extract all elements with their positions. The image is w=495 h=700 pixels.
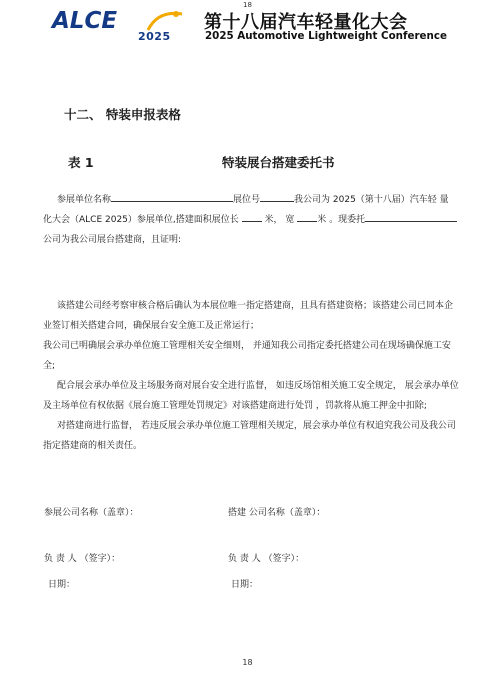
intro-line-3: 公司为我公司展台搭建商，且证明: — [43, 235, 182, 245]
section-title: 十二、 特装申报表格 — [64, 107, 181, 122]
booth-number-label: 展位号 — [233, 195, 261, 205]
table-label: 表 1 — [68, 155, 94, 170]
body-line: 该搭建公司经考察审核合格后确认为本展位唯一指定搭建商，且具有搭建资格；该搭建公司已同本企 — [57, 301, 454, 311]
logo-year: 2025 — [138, 30, 171, 43]
body-line: 配合展会承办单位及主场服务商对展台安全进行监督， 如违反场馆相关施工安全规定， 展会承办单位 — [57, 381, 459, 391]
logo-swoosh-icon — [144, 8, 184, 32]
intro-line-2 — [43, 210, 469, 230]
body-paragraphs — [43, 296, 469, 456]
top-page-number: 18 — [243, 1, 252, 9]
body-line: 对搭建商进行监督， 若违反展会承办单位施工管理相关规定，展会承办单位有权追究我公司及我公司 — [57, 421, 456, 431]
body-line: 指定搭建商的相关责任。 — [43, 441, 143, 451]
conference-title-en: 2025 Automotive Lightweight Conference — [205, 30, 447, 42]
booth-length-blank — [242, 210, 262, 222]
builder-name-blank — [365, 210, 457, 222]
intro-paragraph — [43, 190, 469, 250]
booth-width-label: 米， 宽 — [264, 215, 295, 225]
exhibitor-responsible-signature-label: 负 责 人 （签字）： — [44, 554, 121, 564]
booth-length-label: 化大会（ALCE 2025）参展单位,搭建面积展位长 — [43, 215, 239, 225]
bottom-page-number: 18 — [242, 658, 253, 667]
booth-number-blank — [260, 190, 294, 202]
body-line: 及主场单位有权依据《展台施工管理处罚规定》对该搭建商进行处罚 ，罚款将从施工押金中扣除; — [43, 401, 427, 411]
body-line: 我公司已明确展会承办单位施工管理相关安全细则， 并通知我公司指定委托搭建公司在现场确保施工安 — [43, 341, 451, 351]
builder-date-label: 日期： — [231, 580, 259, 590]
booth-width-blank — [297, 210, 317, 222]
body-line: 业签订相关搭建合同，确保展台安全施工及正常运行； — [43, 321, 260, 331]
entrust-label: 米 。现委托 — [317, 215, 366, 225]
exhibitor-name-blank — [111, 190, 233, 202]
intro-line-1-tail: 我公司为 2025（第十八届）汽车轻 量 — [294, 195, 449, 205]
body-line: 全; — [43, 361, 56, 371]
logo-text: ALCE — [52, 8, 118, 34]
alce-logo — [52, 8, 202, 44]
exhibitor-name-label: 参展单位名称 — [57, 195, 112, 205]
intro-line-1 — [43, 190, 469, 210]
builder-responsible-signature-label: 负 责 人 （签字）： — [228, 554, 305, 564]
document-title: 特装展台搭建委托书 — [222, 155, 335, 170]
exhibitor-date-label: 日期： — [48, 580, 76, 590]
exhibitor-company-seal-label: 参展公司名称（盖章）： — [44, 508, 139, 518]
builder-company-seal-label: 搭建 公司名称（盖章）： — [228, 508, 326, 518]
conference-title-cn: 第十八届汽车轻量化大会 — [204, 12, 408, 33]
